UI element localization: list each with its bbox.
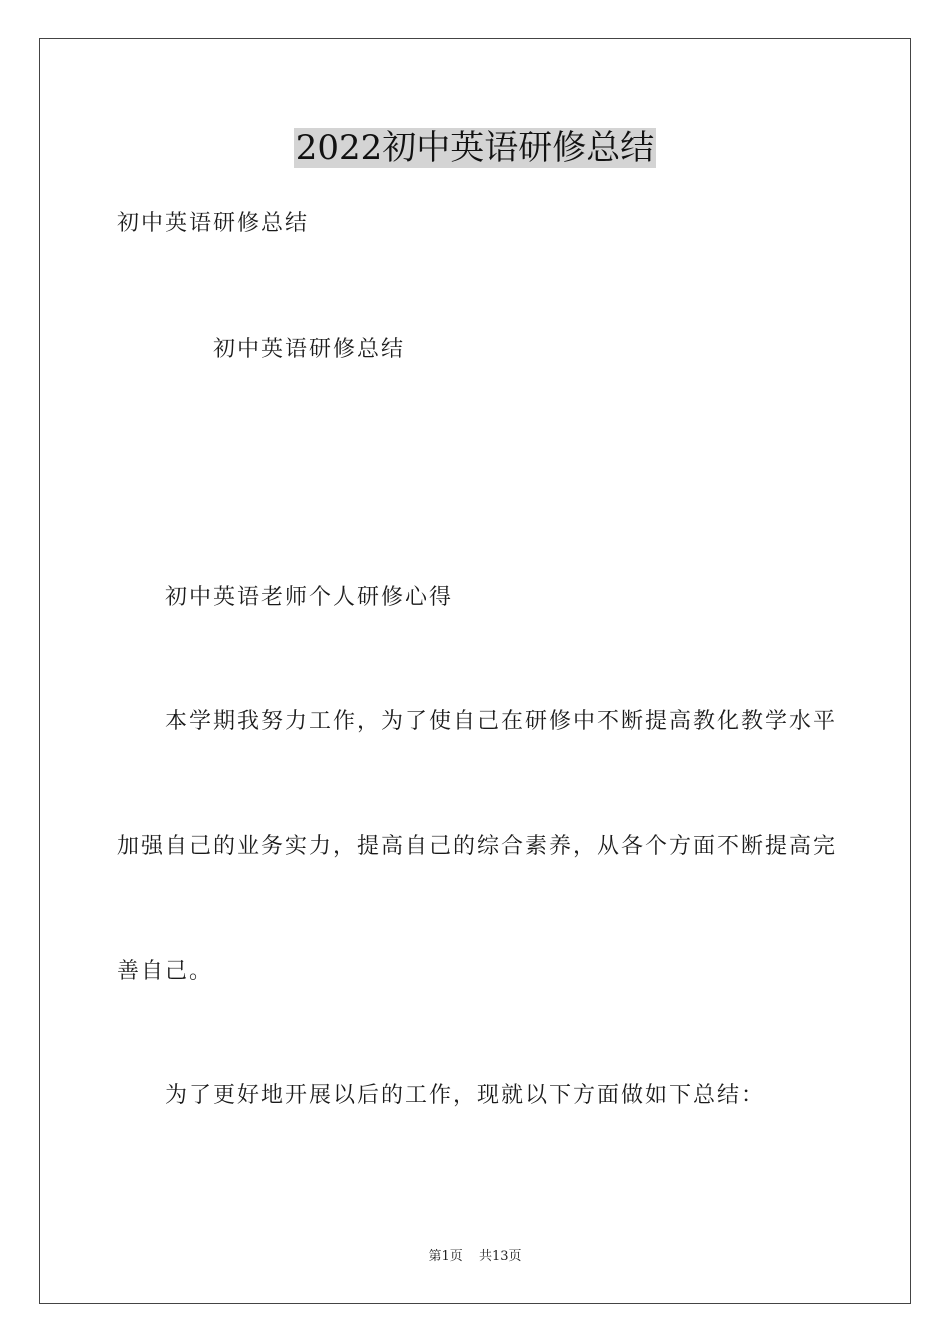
page-footer <box>0 1248 950 1266</box>
page-number: 第1页 <box>428 1249 463 1264</box>
subtitle-line: 初中英语研修总结 <box>117 211 310 236</box>
paragraph-line-1: 本学期我努力工作，为了使自己在研修中不断提高教化教学水平 <box>165 709 838 734</box>
title-container <box>0 128 950 168</box>
document-title: 2022初中英语研修总结 <box>295 128 655 168</box>
heading-line: 初中英语研修总结 <box>213 337 406 362</box>
section-heading: 初中英语老师个人研修心得 <box>165 585 454 610</box>
paragraph-line-2: 加强自己的业务实力，提高自己的综合素养，从各个方面不断提高完 <box>117 834 838 859</box>
paragraph-line-4: 为了更好地开展以后的工作，现就以下方面做如下总结： <box>165 1083 766 1108</box>
paragraph-line-3: 善自己。 <box>117 959 214 984</box>
page-total: 共13页 <box>478 1249 522 1264</box>
